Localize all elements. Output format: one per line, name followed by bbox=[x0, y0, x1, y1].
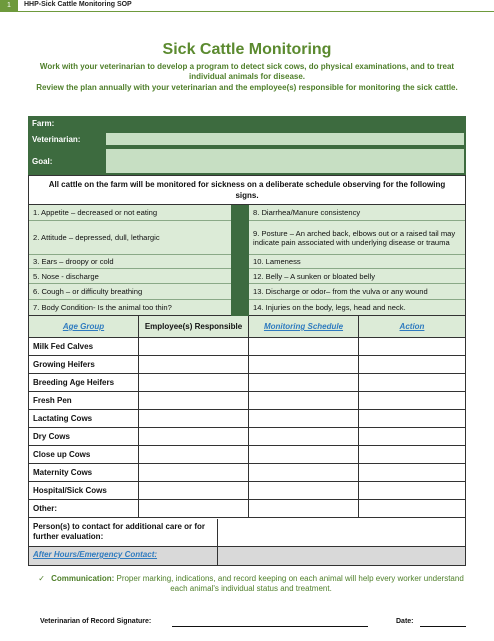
age-group-label: Dry Cows bbox=[29, 428, 139, 446]
page-title: Sick Cattle Monitoring bbox=[162, 41, 332, 58]
age-group-label: Lactating Cows bbox=[29, 410, 139, 428]
table-row bbox=[29, 500, 465, 518]
sign-item: 12. Belly – A sunken or bloated belly bbox=[249, 269, 465, 284]
goal-field[interactable] bbox=[28, 147, 466, 175]
action-cell[interactable] bbox=[359, 374, 465, 392]
sign-item: 13. Discharge or odor– from the vulva or any wound bbox=[249, 284, 465, 300]
col-employees: Employee(s) Responsible bbox=[139, 316, 249, 338]
action-cell[interactable] bbox=[359, 446, 465, 464]
veterinarian-label: Veterinarian: bbox=[32, 135, 81, 144]
signature-line[interactable] bbox=[172, 626, 368, 627]
document-title: HHP-Sick Cattle Monitoring SOP bbox=[24, 1, 132, 8]
schedule-cell[interactable] bbox=[249, 374, 359, 392]
employee-cell[interactable] bbox=[139, 464, 249, 482]
col-age-group[interactable]: Age Group bbox=[29, 316, 139, 338]
contact-divider bbox=[217, 519, 218, 547]
date-label: Date: bbox=[396, 618, 414, 625]
table-row bbox=[29, 392, 465, 410]
sign-item: 1. Appetite – decreased or not eating bbox=[29, 205, 231, 221]
check-icon: ✓ bbox=[38, 574, 45, 583]
signature-label: Veterinarian of Record Signature: bbox=[40, 618, 152, 625]
signs-header: All cattle on the farm will be monitored for sickness on a deliberate schedule observing for the following signs. bbox=[28, 175, 466, 205]
action-cell[interactable] bbox=[359, 464, 465, 482]
contact-row bbox=[29, 519, 465, 547]
schedule-cell[interactable] bbox=[249, 428, 359, 446]
sign-item: 8. Diarrhea/Manure consistency bbox=[249, 205, 465, 221]
schedule-cell[interactable] bbox=[249, 356, 359, 374]
action-cell[interactable] bbox=[359, 500, 465, 518]
schedule-cell[interactable] bbox=[249, 500, 359, 518]
table-row bbox=[29, 482, 465, 500]
sign-item: 7. Body Condition- Is the animal too thin? bbox=[29, 300, 231, 316]
employee-cell[interactable] bbox=[139, 500, 249, 518]
schedule-cell[interactable] bbox=[249, 392, 359, 410]
age-group-label: Growing Heifers bbox=[29, 356, 139, 374]
sign-item: 9. Posture – An arched back, elbows out or a raised tail may indicate pain associated with underlying disease or trauma bbox=[249, 221, 465, 255]
goal-label: Goal: bbox=[32, 157, 53, 166]
sign-item: 5. Nose - discharge bbox=[29, 269, 231, 284]
schedule-cell[interactable] bbox=[249, 338, 359, 356]
sign-item: 2. Attitude – depressed, dull, lethargic bbox=[29, 221, 231, 255]
table-row bbox=[29, 356, 465, 374]
table-row bbox=[29, 446, 465, 464]
col-action[interactable]: Action bbox=[359, 316, 465, 338]
schedule-cell[interactable] bbox=[249, 446, 359, 464]
age-group-label: Other: bbox=[29, 500, 139, 518]
employee-cell[interactable] bbox=[139, 338, 249, 356]
communication-label: Communication: bbox=[51, 574, 115, 583]
age-group-label: Maternity Cows bbox=[29, 464, 139, 482]
col-monitoring-schedule[interactable]: Monitoring Schedule bbox=[249, 316, 359, 338]
signs-divider bbox=[231, 205, 249, 316]
age-group-label: Breeding Age Heifers bbox=[29, 374, 139, 392]
action-cell[interactable] bbox=[359, 338, 465, 356]
farm-label: Farm: bbox=[32, 119, 55, 128]
action-cell[interactable] bbox=[359, 392, 465, 410]
employee-cell[interactable] bbox=[139, 356, 249, 374]
age-group-label: Milk Fed Calves bbox=[29, 338, 139, 356]
table-row bbox=[29, 374, 465, 392]
date-line[interactable] bbox=[420, 626, 466, 627]
after-hours-link[interactable]: After Hours/Emergency Contact: bbox=[33, 550, 158, 559]
employee-cell[interactable] bbox=[139, 392, 249, 410]
action-cell[interactable] bbox=[359, 428, 465, 446]
goal-input[interactable] bbox=[106, 149, 464, 173]
sign-item: 6. Cough – or difficulty breathing bbox=[29, 284, 231, 300]
employee-cell[interactable] bbox=[139, 374, 249, 392]
after-hours-row bbox=[29, 547, 465, 565]
intro-line-2: Review the plan annually with your veterinarian and the employee(s) responsible for monitoring the sick cattle. bbox=[36, 83, 458, 92]
sign-item: 14. Injuries on the body, legs, head and neck. bbox=[249, 300, 465, 316]
veterinarian-field[interactable] bbox=[28, 131, 466, 147]
table-row bbox=[29, 410, 465, 428]
action-cell[interactable] bbox=[359, 482, 465, 500]
communication-note bbox=[36, 574, 466, 594]
header-rule bbox=[18, 11, 494, 12]
table-row bbox=[29, 464, 465, 482]
age-group-label: Close up Cows bbox=[29, 446, 139, 464]
schedule-cell[interactable] bbox=[249, 482, 359, 500]
intro-line-1: Work with your veterinarian to develop a program to detect sick cows, do physical examinations, and to treat individual animals for disease. bbox=[39, 62, 455, 81]
after-hours-divider bbox=[217, 547, 218, 565]
age-group-label: Fresh Pen bbox=[29, 392, 139, 410]
schedule-cell[interactable] bbox=[249, 464, 359, 482]
communication-text: Proper marking, indications, and record keeping on each animal will help every worker understand each animal's individual status and treatment. bbox=[116, 574, 464, 593]
table-row bbox=[29, 338, 465, 356]
schedule-cell[interactable] bbox=[249, 410, 359, 428]
table-row bbox=[29, 428, 465, 446]
action-cell[interactable] bbox=[359, 356, 465, 374]
page-header bbox=[0, 0, 494, 14]
employee-cell[interactable] bbox=[139, 410, 249, 428]
employee-cell[interactable] bbox=[139, 428, 249, 446]
veterinarian-input[interactable] bbox=[106, 133, 464, 145]
sign-item: 3. Ears – droopy or cold bbox=[29, 255, 231, 269]
page-number: 1 bbox=[0, 0, 18, 12]
action-cell[interactable] bbox=[359, 410, 465, 428]
farm-field[interactable] bbox=[28, 116, 466, 131]
employee-cell[interactable] bbox=[139, 446, 249, 464]
employee-cell[interactable] bbox=[139, 482, 249, 500]
sign-item: 10. Lameness bbox=[249, 255, 465, 269]
age-group-label: Hospital/Sick Cows bbox=[29, 482, 139, 500]
contact-label: Person(s) to contact for additional care or for further evaluation: bbox=[33, 522, 206, 541]
